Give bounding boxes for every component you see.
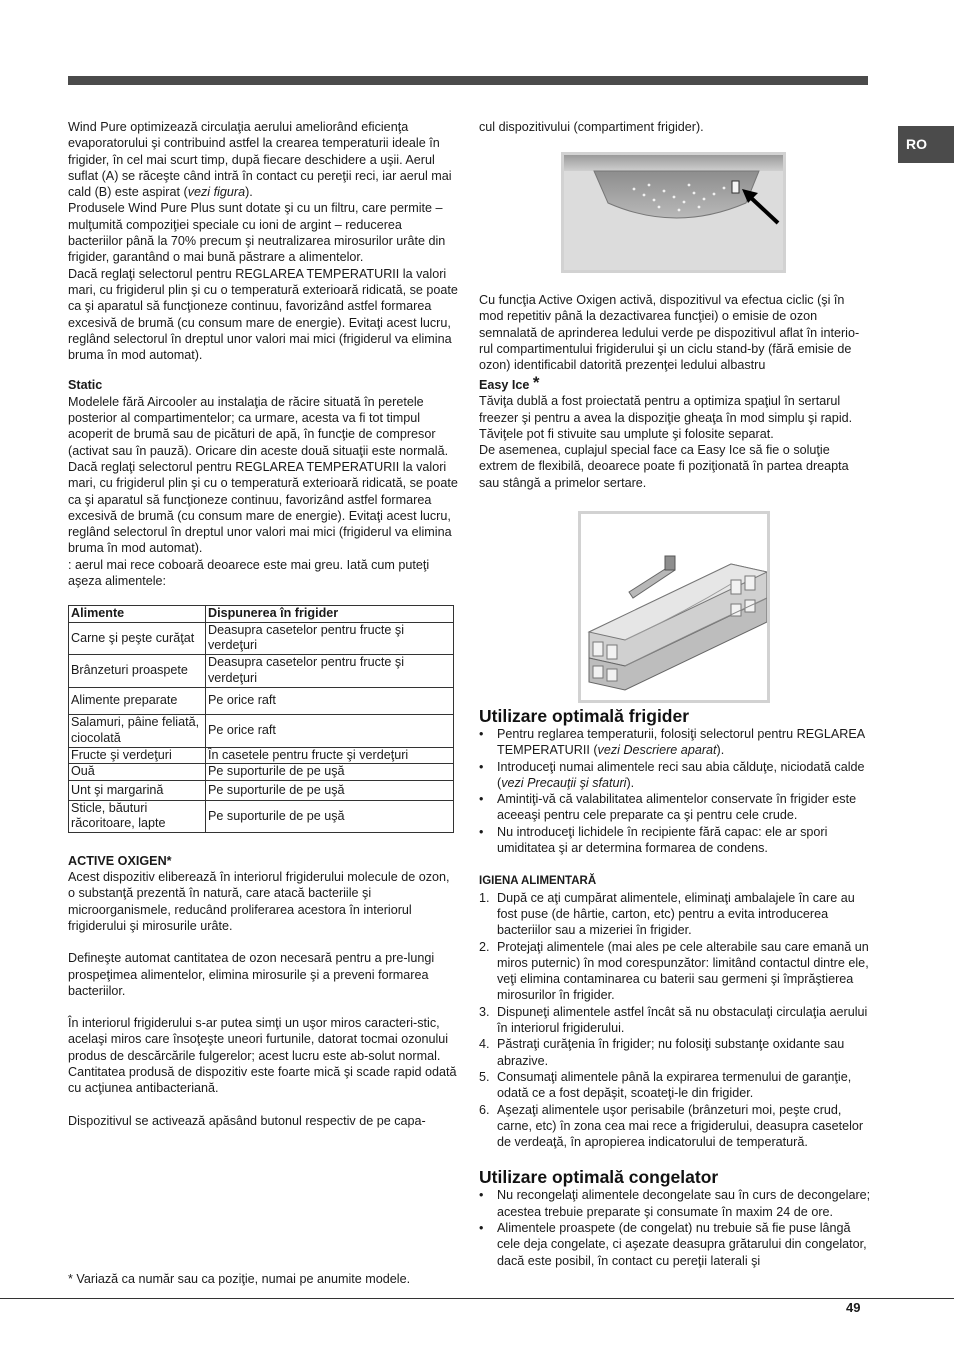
table-cell: Carne şi peşte curăţat — [69, 622, 206, 654]
freezer-usage-heading: Utilizare optimală congelator — [479, 1167, 719, 1188]
table-header-cell: Dispunerea în frigider — [206, 606, 454, 623]
top-rule — [68, 76, 868, 85]
table-cell: Pe orice raft — [206, 687, 454, 714]
easy-ice-paragraph-1: Tăviţa dublă a fost proiectată pentru a optimiza spaţiul în sertarul freezer şi pentru a avea la dispoziţie gheaţa în mod simplu şi rapid. Tăviţele pot fi stivuite sau umplute şi folosite separat. — [479, 394, 853, 441]
easy-ice-tray-figure — [578, 511, 770, 703]
table-cell: Brânzeturi proaspete — [69, 654, 206, 687]
active-oxigen-paragraph-2: Defineşte automat cantitatea de ozon necesară pentru a pre-lungi prospeţimea alimentelor, elimina mirosurile şi a preveni formarea bacteriilor. — [68, 951, 435, 998]
wind-pure-plus-paragraph: Produsele Wind Pure Plus sunt dotate şi cu un filtru, care permite – mulţumită compoziţiei speciale cu ioni de argint – reducerea bacteriilor până la 70% precum şi neutralizarea mirosurilor urâte din frigider, garantând o mai bună păstrare a alimentelor. — [68, 201, 446, 265]
food-hygiene-heading: IGIENA ALIMENTARĂ — [479, 875, 597, 888]
fridge-usage-heading: Utilizare optimală frigider — [479, 706, 690, 726]
temperature-paragraph: Dacă reglaţi selectorul pentru REGLAREA TEMPERATURII la valori mari, cu frigiderul plin şi cu o temperatură exterioară ridicată, se poate ca şi aparatul să funcţioneze continuu, favorizând astfel formarea excesivă de brumă (cu consum mare de energie). Evitaţi acest lucru, reglând selectorul în dreptul unor valori mai mici (frigiderul va elimina bruma în mod automat). — [68, 266, 458, 363]
list-item: • Alimentele proaspete (de congelat) nu trebuie să fie puse lângă cele deja congelate, ci aşezate deasupra grătarului din congelator, dacă este posibil, în contact cu pereţii laterali şi — [479, 1221, 867, 1268]
food-hygiene-list — [479, 890, 871, 1151]
table-cell: Pe orice raft — [206, 714, 454, 747]
active-oxigen-device-figure — [561, 152, 786, 273]
static-paragraph: Modelele fără Aircooler au instalaţia de răcire situată în peretele posterior al compartimentelor; ca urmare, acesta va fi tot timpul acoperit de brumă sau de picături de apă, în funcţie de compresor (activat sau în pauză). Oricare din aceste două situaţii este normală. Dacă reglaţi selectorul pentru REGLAREA TEMPERATURII la valori mari, cu frigiderul plin şi cu o temperatură exterioară ridicată, se poate ca şi aparatul să funcţioneze continuu, favorizând astfel formarea excesivă de brumă (cu consum mare de energie). Evitaţi acest lucru, reglând selectorul în dreptul unor valori mai mici (frigiderul va elimina bruma în mod automat). — [68, 394, 458, 556]
list-item: • Introduceţi numai alimentele reci sau abia călduţe, niciodată calde (vezi Precauţii şi sfaturi). — [479, 759, 865, 790]
fridge-usage-list — [479, 726, 871, 856]
table-cell: Pe suporturile de pe uşă — [206, 764, 454, 781]
table-row — [69, 654, 454, 687]
active-oxigen-paragraph-3: În interiorul frigiderului s-ar putea simţi un uşor miros caracteri-stic, acelaşi miros care însoţeşte uneori furtunile, datorat tocmai ozonului produs de descărcările fulgerelor; acest lucru este ab-solut normal. Cantitatea produsă de dispozitiv este foarte mică şi scade rapid odată cu acţiunea antibacteriană. — [68, 1016, 457, 1096]
ozone-device-illustration — [564, 155, 783, 270]
active-oxigen-paragraph-1: Acest dispozitiv eliberează în interiorul frigiderului molecule de ozon, o substanţă prezentă în natură, care atacă bacteriile şi microorganismele, reducând proliferarea acestora în interiorul frigiderului şi mirosurile urâte. — [68, 870, 450, 933]
table-cell: Ouă — [69, 764, 206, 781]
footnote: * Variază ca număr sau ca poziţie, numai pe anumite modele. — [68, 1272, 411, 1286]
table-cell: Alimente preparate — [69, 687, 206, 714]
fridge-usage-section — [479, 706, 871, 1269]
list-item: • Pentru reglarea temperaturii, folosiţi selectorul pentru REGLAREA TEMPERATURII (vezi Descriere aparat). — [479, 727, 865, 758]
list-item: • Nu recongelaţi alimentele decongelate sau în curs de decongelare; acestea trebuie preparate şi consumate în maxim 24 de ore. — [479, 1188, 871, 1219]
freezer-usage-list — [479, 1187, 871, 1268]
easy-ice-section — [479, 373, 871, 491]
page-number: 49 — [846, 1300, 861, 1315]
table-cell: Sticle, băuturi răcoritoare, lapte — [69, 800, 206, 832]
table-cell: În casetele pentru fructe şi verdeţuri — [206, 747, 454, 764]
easy-ice-paragraph-2: De asemenea, cuplajul special face ca Easy Ice să fie o soluţie extrem de flexibilă, deoarece poate fi poziţionată în partea dreapta sau stângă a primelor sertare. — [479, 443, 849, 490]
list-item: 6. Aşezaţi alimentele uşor perisabile (brânzeturi moi, peşte crud, carne, etc) în zona cea mai rece a frigiderului, deasupra casetelor de verdeaţă, în apropierea indicatorului de temperatură. — [479, 1102, 864, 1150]
list-item: 5. Consumaţi alimentele până la expirarea termenului de garanţie, odată ce a fost depăşit, scoateţi-le din frigider. — [479, 1069, 852, 1101]
food-placement-table — [68, 605, 454, 833]
active-oxigen-heading: ACTIVE OXIGEN* — [68, 853, 172, 868]
table-row — [69, 714, 454, 747]
table-row — [69, 747, 454, 764]
left-column — [68, 119, 458, 1129]
active-oxigen-paragraph-4: Dispozitivul se activează apăsând butonul respectiv de pe capa- — [68, 1113, 426, 1128]
list-item: • Amintiţi-vă că valabilitatea alimentelor conservate în frigider este aceeaşi pentru cele preparate ca şi pentru cele crude. — [479, 792, 857, 823]
asterisk-mark: * — [532, 373, 540, 392]
active-oxigen-function-paragraph: Cu funcţia Active Oxigen activă, dispozitivul va efectua ciclic (şi în mod repetitiv până la dezactivarea funcţiei) o emisie de ozon semnalată de aprinderea ledului verde pe dispozitivul aflat în interio-rul compartimentului frigiderului şi un ciclu stand-by (fără emisie de ozon) identificabil datorită prezenţei ledului albastru — [479, 293, 860, 373]
table-row — [69, 764, 454, 781]
language-tab: RO — [898, 126, 954, 163]
wind-pure-paragraph: Wind Pure optimizează circulaţia aerului ameliorând eficienţa evaporatorului şi contribuind astfel la crearea temperaturii ideale în frigider, în cel mai scurt timp, după fiecare deschidere a uşii. Aerul suflat (A) se răceşte când intră în contact cu pereţii reci, iar aerul mai cald (B) este aspirat (vezi figura). — [68, 120, 452, 200]
static-heading: Static — [68, 378, 103, 393]
table-cell: Deasupra casetelor pentru fructe şi verdeţuri — [206, 654, 454, 687]
static-note: : aerul mai rece coboară deoarece este mai greu. Iată cum puteţi aşeza alimentele: — [68, 557, 430, 589]
bottom-rule — [0, 1298, 954, 1299]
list-item: • Nu introduceţi lichidele în recipiente fără capac: ele ar spori umiditatea şi ar determina formarea de condens. — [479, 824, 828, 856]
table-cell: Unt şi margarină — [69, 780, 206, 800]
table-cell: Salamuri, pâine feliată, ciocolată — [69, 714, 206, 747]
table-row — [69, 800, 454, 832]
list-item: 1. După ce aţi cumpărat alimentele, eliminaţi ambalajele în care au fost puse (de hârtie, carton, etc) pentru a evita introducerea bacteriilor sau a mizeriei în frigider. — [479, 890, 855, 938]
ice-tray-illustration — [581, 514, 767, 700]
list-item: 4. Păstraţi curăţenia în frigider; nu folosiţi substanţe oxidante sau abrazive. — [479, 1037, 845, 1068]
table-cell: Pe suporturile de pe uşă — [206, 780, 454, 800]
table-cell: Deasupra casetelor pentru fructe şi verdeţuri — [206, 622, 454, 654]
continued-text: cul dispozitivului (compartiment frigider). — [479, 120, 704, 134]
table-row — [69, 622, 454, 654]
table-header-cell: Alimente — [69, 606, 206, 623]
table-header-row — [69, 606, 454, 623]
table-cell: Fructe şi verdeţuri — [69, 747, 206, 764]
easy-ice-heading: Easy Ice — [479, 378, 530, 392]
right-column — [479, 119, 871, 1268]
table-row — [69, 687, 454, 714]
table-row — [69, 780, 454, 800]
list-item: 2. Protejaţi alimentele (mai ales pe cele alterabile sau care emană un miros puternic) în mod corespunzător: limitând contactul dintre ele, veţi elimina contaminarea cu baterii sau germeni şi împrăştierea mirosurilor în frigider. — [479, 939, 869, 1003]
table-cell: Pe suporturile de pe uşă — [206, 800, 454, 832]
list-item: 3. Dispuneţi alimentele astfel încât să nu obstaculaţi circulaţia aerului în interiorul frigiderului. — [479, 1004, 868, 1036]
